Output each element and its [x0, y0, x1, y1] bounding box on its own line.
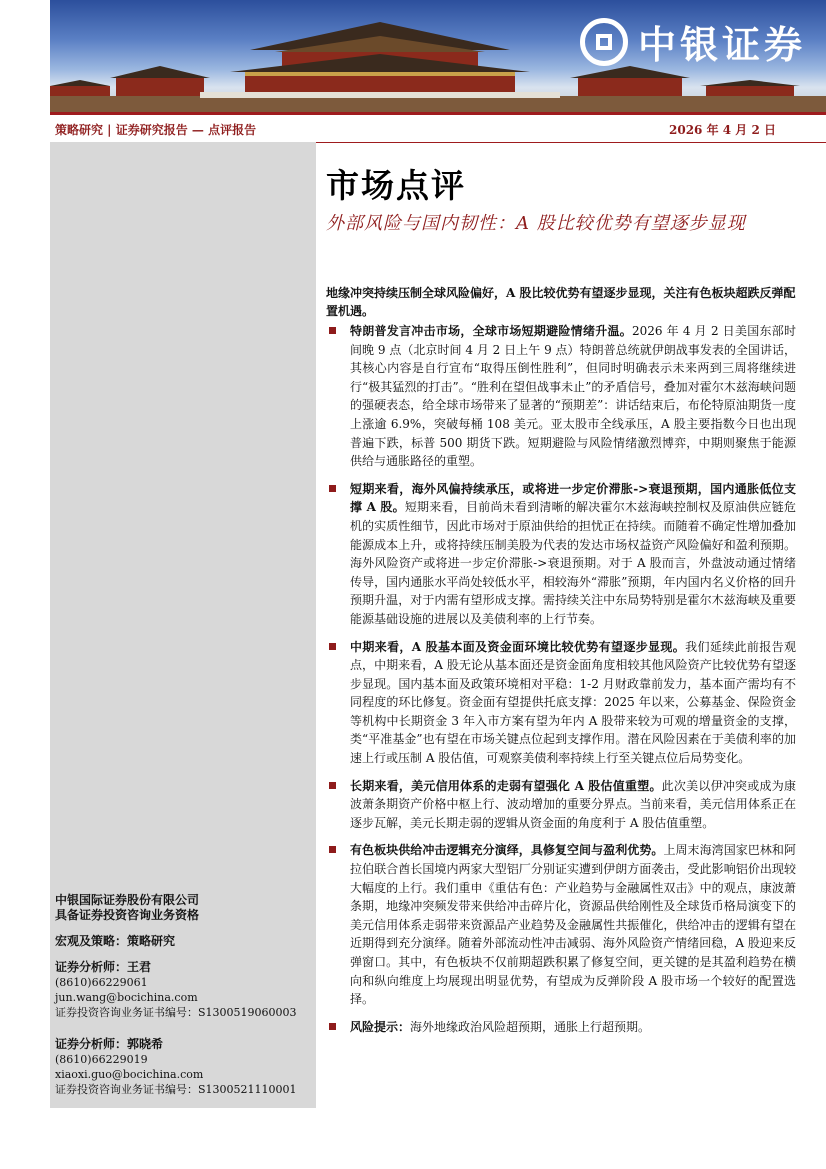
- company-qualification: 具备证券投资咨询业务资格: [55, 908, 200, 922]
- bullet-square-icon: [329, 846, 336, 853]
- bullet-item: [326, 777, 796, 833]
- analyst-phone: (8610)66229019: [55, 1053, 148, 1066]
- analyst-title: 证券分析师：王君: [55, 960, 152, 974]
- breadcrumb: 策略研究 | 证券研究报告 — 点评报告: [55, 123, 257, 137]
- lead-summary: 地缘冲突持续压制全球风险偏好，A 股比较优势有望逐步显现，关注有色板块超跌反弹配置机遇。: [326, 286, 796, 318]
- analyst-card: [55, 1037, 313, 1097]
- research-category: [55, 934, 313, 949]
- bullet-item: [326, 322, 796, 471]
- bullet-heading: 特朗普发言冲击市场，全球市场短期避险情绪升温。: [350, 324, 632, 338]
- analyst-card: [55, 960, 313, 1020]
- report-date: 2026 年 4 月 2 日: [669, 123, 776, 137]
- company-name: 中银国际证券股份有限公司: [55, 893, 200, 907]
- bullet-text: 此次美以伊冲突或成为康波萧条期资产价格中枢上行、波动增加的重要分界点。当前来看，美元信用体系正在逐步瓦解，美元长期走弱的逻辑从资金面的角度利于 A 股估值重塑。: [350, 778, 796, 830]
- bullet-item: [326, 841, 796, 1008]
- page-title: 市场点评: [326, 166, 466, 205]
- category-label: 宏观及策略：策略研究: [55, 934, 176, 948]
- bullet-heading: 短期来看，海外风偏持续承压，或将进一步定价滞胀->衰退预期，国内通胀低位支撑 A 股。: [350, 481, 796, 515]
- analyst-cert: 证券投资咨询业务证书编号：S1300519060003: [55, 1006, 297, 1019]
- bullet-list: [326, 322, 796, 1045]
- page-subtitle: 外部风险与国内韧性：A 股比较优势有望逐步显现: [326, 213, 746, 234]
- boc-logo-icon: [580, 18, 628, 66]
- bullet-text: 上周末海湾国家巴林和阿拉伯联合酋长国境内两家大型铝厂分别证实遭到伊朗方面袭击，受此影响铝价出现较大幅度的上行。我们重申《重估有色：产业趋势与金融属性双击》中的观点，康波萧条期，地缘冲突频发带来供给冲击碎片化，资源品供给刚性及全球货币格局演变下的美元信用体系走弱带来资源品产业趋势及金融属性共振催化，供给冲击的逻辑有望在近期得到充分演绎。随着外部流动性冲击减弱、海外风险资产情绪回稳，A 股迎来反弹窗口。其中，有色板块不仅前期超跌积累了修复空间，更关键的是其盈利趋势在横向和纵向维度上均展现出明显优势，有望成为反弹阶段 A 股市场一个较好的配置选择。: [350, 843, 796, 1007]
- header-banner: [50, 0, 826, 112]
- bullet-square-icon: [329, 485, 336, 492]
- bullet-square-icon: [329, 782, 336, 789]
- analyst-email[interactable]: xiaoxi.guo@bocichina.com: [55, 1068, 204, 1081]
- bullet-item: [326, 1018, 796, 1037]
- bullet-text: 我们延续此前报告观点，中期来看，A 股无论从基本面还是资金面角度相较其他风险资产比较优势有望逐步显现。国内基本面及政策环境相对平稳：1-2 月财政靠前发力，基本面产需均有不同程度的环比修复。资金面有望提供托底支撑：2025 年以来，公募基金、保险资金等机构中长期资金 3 年入市方案有望为年内 A 股带来较为可观的增量资金的支撑，类“平准基金”也有望在市场关键点位起到支撑作用。潜在风险因素在于美债利率的加速上行或压制 A 股估值，可观察美债利率持续上行至关键点位后局势变化。: [350, 639, 796, 766]
- bullet-square-icon: [329, 643, 336, 650]
- analyst-title: 证券分析师：郭晓希: [55, 1037, 164, 1051]
- company-logo: [580, 14, 806, 69]
- bullet-square-icon: [329, 327, 336, 334]
- bullet-heading: 有色板块供给冲击逻辑充分演绎，具修复空间与盈利优势。: [350, 843, 664, 858]
- bullet-item: [326, 638, 796, 768]
- analyst-cert: 证券投资咨询业务证书编号：S1300521110001: [55, 1083, 297, 1096]
- bullet-text: 海外地缘政治风险超预期，通胀上行超预期。: [410, 1019, 651, 1034]
- company-info: [55, 893, 313, 923]
- bullet-text: 2026 年 4 月 2 日美国东部时间晚 9 点（北京时间 4 月 2 日上午 9 点）特朗普总统就伊朗战事发表的全国讲话，其核心内容是自行宣布“取得压倒性胜利”，但同时明确表示未来两到三周将继续进行“极其猛烈的打击”。“胜利在望但战事未止”的矛盾信号，叠加对霍尔木兹海峡问题的强硬表态，给全球市场带来了显著的“预期差”：讲话结束后，布伦特原油期货一度上涨逾 6.9%，突破每桶 108 美元。亚太股市全线承压，A 股主要指数今日也出现普遍下跌，标普 500 期货下跌。短期避险与风险情绪激烈博弈，中期则聚焦于能源供给与通胀路径的重塑。: [350, 324, 796, 469]
- bullet-item: [326, 480, 796, 629]
- analyst-phone: (8610)66229061: [55, 976, 148, 989]
- bullet-heading: 风险提示：: [350, 1019, 411, 1034]
- bullet-heading: 中期来看，A 股基本面及资金面环境比较优势有望逐步显现。: [350, 639, 686, 654]
- analyst-email[interactable]: jun.wang@bocichina.com: [55, 991, 198, 1004]
- header-rule: [50, 112, 826, 115]
- bullet-heading: 长期来看，美元信用体系的走弱有望强化 A 股估值重塑。: [350, 778, 662, 793]
- bullet-text: 短期来看，目前尚未看到清晰的解决霍尔木兹海峡控制权及原油供应链危机的实质性细节，因此市场对于原油供给的担忧正在持续。而随着不确定性增加叠加能源成本上升，或将持续压制美股为代表的发达市场权益资产风险偏好和盈利预期。海外风险资产或将进一步定价滞胀->衰退预期。对于 A 股而言，外盘波动通过情绪传导，国内通胀水平尚处较低水平，相较海外“滞胀”预期，年内国内名义价格的回升预期升温，对于内需有望形成支撑。需持续关注中东局势特别是霍尔木兹海峡及重要能源基础设施的进展以及美债利率的上行节奏。: [350, 500, 796, 626]
- bullet-square-icon: [329, 1023, 336, 1030]
- logo-text: 中银证券: [637, 23, 806, 67]
